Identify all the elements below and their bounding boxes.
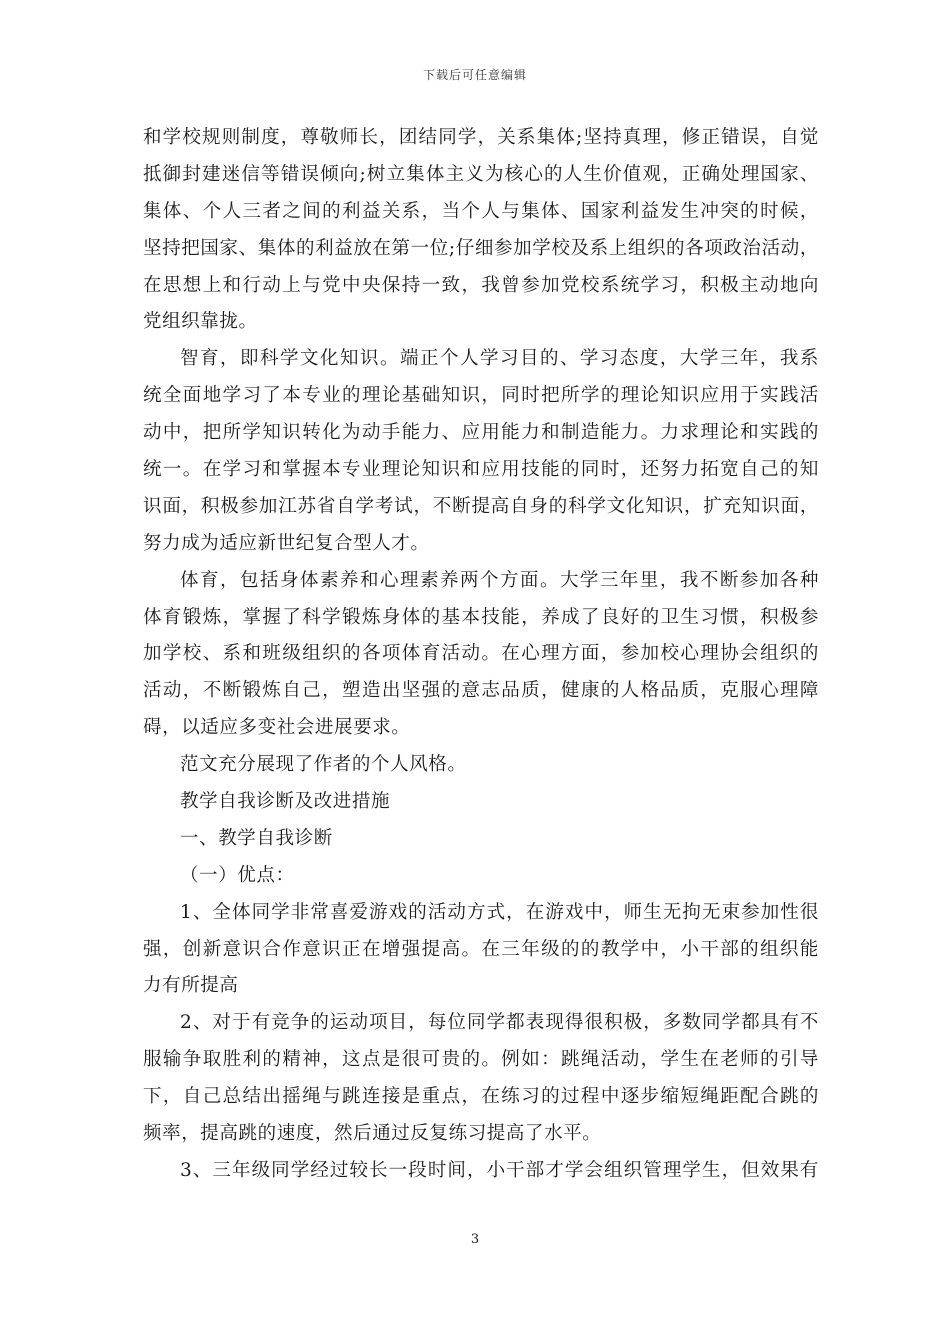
text-line: 下，自己总结出摇绳与跳连接是重点，在练习的过程中逐步缩短绳距配合跳的: [143, 1086, 819, 1108]
text-line: （一）优点：: [180, 864, 295, 886]
document-body: [143, 120, 819, 1190]
text-line: 动中，把所学知识转化为动手能力、应用能力和制造能力。力求理论和实践的: [143, 422, 819, 444]
text-line: 服输争取胜利的精神，这点是很可贵的。例如：跳绳活动，学生在老师的引导: [143, 1049, 819, 1071]
text-line: 统一。在学习和掌握本专业理论知识和应用技能的同时，还努力拓宽自己的知: [143, 459, 819, 481]
text-line: 活动，不断锻炼自己，塑造出坚强的意志品质，健康的人格品质，克服心理障: [143, 680, 819, 702]
text-line: 碍，以适应多变社会进展要求。: [143, 717, 411, 739]
text-line: 2、对于有竞争的运动项目，每位同学都表现得很积极，多数同学都具有不: [180, 1012, 819, 1034]
text-line: 和学校规则制度，尊敬师长，团结同学，关系集体;坚持真理，修正错误，自觉: [143, 127, 819, 148]
text-line: 强，创新意识合作意识正在增强提高。在三年级的的教学中，小干部的组织能: [143, 938, 819, 960]
text-line: 力有所提高: [143, 975, 239, 997]
text-line: 3、三年级同学经过较长一段时间，小干部才学会组织管理学生，但效果有: [180, 1159, 819, 1181]
text-line: 范文充分展现了作者的个人风格。: [180, 754, 467, 776]
text-line: 抵御封建迷信等错误倾向;树立集体主义为核心的人生价值观，正确处理国家、: [143, 163, 819, 185]
text-line: 加学校、系和班级组织的各项体育活动。在心理方面，参加校心理协会组织的: [143, 643, 819, 665]
page-number: 3: [470, 1232, 480, 1247]
page-header: 下载后可任意编辑: [422, 68, 527, 82]
text-line: 体育锻炼，掌握了科学锻炼身体的基本技能，养成了良好的卫生习惯，积极参: [143, 606, 819, 628]
text-line: 集体、个人三者之间的利益关系，当个人与集体、国家利益发生冲突的时候，: [143, 200, 819, 222]
text-line: 努力成为适应新世纪复合型人才。: [143, 532, 430, 554]
text-line: 识面，积极参加江苏省自学考试，不断提高自身的科学文化知识，扩充知识面，: [143, 495, 819, 517]
text-line: 1、全体同学非常喜爱游戏的活动方式，在游戏中，师生无拘无束参加性很: [180, 901, 819, 923]
text-line: 智育，即科学文化知识。端正个人学习目的、学习态度，大学三年，我系: [180, 348, 819, 370]
text-line: 统全面地学习了本专业的理论基础知识，同时把所学的理论知识应用于实践活: [143, 385, 819, 407]
text-line: 在思想上和行动上与党中央保持一致，我曾参加党校系统学习，积极主动地向: [143, 274, 819, 296]
text-line: 频率，提高跳的速度，然后通过反复练习提高了水平。: [143, 1123, 602, 1145]
text-line: 党组织靠拢。: [143, 311, 258, 333]
text-line: 教学自我诊断及改进措施: [180, 791, 391, 813]
text-line: 一、教学自我诊断: [180, 827, 333, 849]
text-line: 坚持把国家、集体的利益放在第一位;仔细参加学校及系上组织的各项政治活动，: [143, 237, 819, 259]
text-line: 体育，包括身体素养和心理素养两个方面。大学三年里，我不断参加各种: [180, 569, 819, 591]
